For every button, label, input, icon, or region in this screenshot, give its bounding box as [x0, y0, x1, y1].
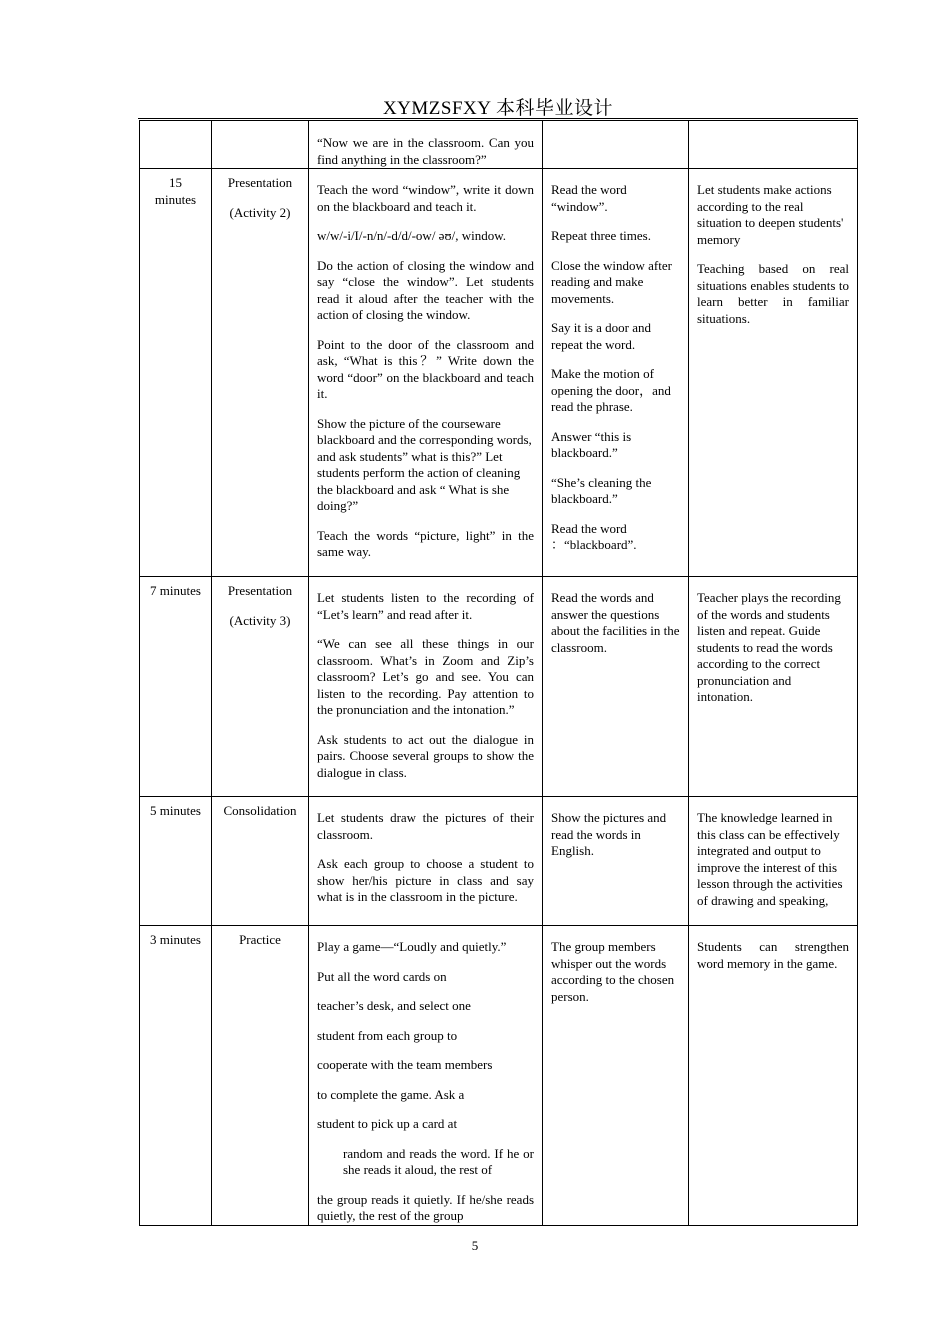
purpose-cell — [689, 577, 858, 797]
stage-label: Presentation — [227, 583, 293, 598]
student-text: Read the words and answer the questions about the facilities in the classroom. — [551, 590, 680, 655]
time-cell: 7 minutes — [140, 577, 212, 797]
page-header-title: XYMZSFXY 本科毕业设计 — [382, 98, 614, 119]
teacher-text: Show the picture of the courseware blackboard and the corresponding words, and ask students” what is this?” Let students perform the action of cleaning the blackboard and ask “ What is she doing?” — [317, 415, 532, 513]
purpose-text: Students can strengthen word memory in the game. — [697, 939, 849, 971]
page-number: 5 — [471, 1238, 479, 1253]
teacher-text: student to pick up a card at — [317, 1116, 458, 1131]
purpose-text: Teaching based on real situations enables students to learn better in familiar situations. — [697, 261, 849, 326]
time-cell: 5 minutes — [140, 797, 212, 926]
teacher-text: Point to the door of the classroom and ask, “What is this？” Write down the word “door” on the blackboard and teach it. — [317, 336, 534, 401]
teacher-text: Let students draw the pictures of their classroom. — [317, 810, 534, 842]
teacher-text: Put all the word cards on — [317, 968, 447, 984]
teacher-text: the group reads it quietly. If he/she reads quietly, the rest of the group — [317, 1191, 534, 1223]
teacher-text: Let students listen to the recording of “Let’s learn” and read after it. — [317, 590, 534, 622]
table-row — [140, 169, 858, 577]
teacher-text: Ask each group to choose a student to show her/his picture in class and say what is in the classroom in the picture. — [317, 856, 534, 904]
teacher-text: to complete the game. Ask a — [317, 1086, 465, 1102]
teacher-activity-cell — [309, 169, 543, 577]
teacher-text: student from each group to — [317, 1027, 458, 1043]
table-row — [140, 926, 858, 1226]
student-activity-cell — [543, 577, 689, 797]
student-text: Answer “this is blackboard.” — [551, 428, 632, 460]
table-row — [140, 797, 858, 926]
teacher-text: random and reads the word. If he or she reads it aloud, the rest of — [343, 1145, 534, 1177]
teacher-text: Teach the word “window”, write it down on the blackboard and teach it. — [317, 182, 534, 214]
teacher-text: teacher’s desk, and select one — [317, 998, 471, 1013]
teacher-activity-cell — [309, 926, 543, 1226]
stage-cell — [212, 926, 309, 1226]
stage-cell — [212, 169, 309, 577]
teacher-text: “Now we are in the classroom. Can you find anything in the classroom?” — [317, 135, 534, 167]
stage-label: Presentation — [227, 175, 293, 190]
header-rule — [138, 118, 858, 119]
student-text: The group members whisper out the words according to the chosen person. — [551, 939, 675, 1004]
student-activity-cell — [543, 926, 689, 1226]
student-text: Close the window after reading and make movements. — [551, 257, 672, 306]
teacher-activity-cell — [309, 797, 543, 926]
purpose-cell — [689, 121, 858, 169]
student-text: Read the word ：“blackboard”. — [551, 520, 637, 552]
table-row — [140, 121, 858, 169]
teacher-text: Teach the words “picture, light” in the same way. — [317, 527, 534, 559]
teacher-text: Do the action of closing the window and say “close the window”. Let students read it aloud after the teacher with the action of closing the window. — [317, 257, 534, 322]
purpose-cell — [689, 797, 858, 926]
student-text: Show the pictures and read the words in English. — [551, 810, 667, 858]
student-text: Repeat three times. — [551, 228, 651, 243]
stage-cell — [212, 577, 309, 797]
purpose-text: Teacher plays the recording of the words and students listen and repeat. Guide students to read the words according to the correct pronunciation and intonation. — [697, 590, 841, 704]
teacher-activity-cell — [309, 577, 543, 797]
teacher-text: Ask students to act out the dialogue in pairs. Choose several groups to show the dialogue in class. — [317, 731, 534, 780]
purpose-text: The knowledge learned in this class can be effectively integrated and output to improve the interest of this lesson through the activities of drawing and speaking, — [697, 810, 843, 908]
student-activity-cell — [543, 121, 689, 169]
student-text: Read the word “window”. — [551, 182, 627, 214]
teacher-text: “We can see all these things in our classroom. What’s in Zoom and Zip’s classroom? Let’s go and see. You can listen to the recording. Pay attention to the pronunciation and the intonation.” — [317, 636, 534, 717]
stage-label: Consolidation — [223, 803, 297, 818]
stage-activity: (Activity 2) — [229, 204, 291, 220]
purpose-cell — [689, 926, 858, 1226]
teacher-text: w/w/-i/I/-n/n/-d/d/-ow/ əʊ/, window. — [317, 228, 506, 243]
purpose-text: Let students make actions according to the real situation to deepen students' memory — [697, 182, 844, 247]
teacher-activity-cell — [309, 121, 543, 169]
student-text: Say it is a door and repeat the word. — [551, 320, 652, 352]
student-activity-cell — [543, 797, 689, 926]
student-text: Make the motion of opening the door，and read the phrase. — [551, 366, 671, 414]
stage-activity: (Activity 3) — [229, 612, 291, 628]
stage-cell — [212, 797, 309, 926]
lesson-plan-table — [139, 120, 858, 1226]
stage-label: Practice — [239, 932, 281, 947]
time-cell: 3 minutes — [140, 926, 212, 1226]
teacher-text: Play a game—“Loudly and quietly.” — [317, 939, 507, 954]
table-row — [140, 577, 858, 797]
purpose-cell — [689, 169, 858, 577]
student-activity-cell — [543, 169, 689, 577]
time-cell: 15 minutes — [140, 169, 212, 577]
stage-cell — [212, 121, 309, 169]
teacher-text: cooperate with the team members — [317, 1057, 493, 1072]
time-cell — [140, 121, 212, 169]
student-text: “She’s cleaning the blackboard.” — [551, 474, 652, 506]
